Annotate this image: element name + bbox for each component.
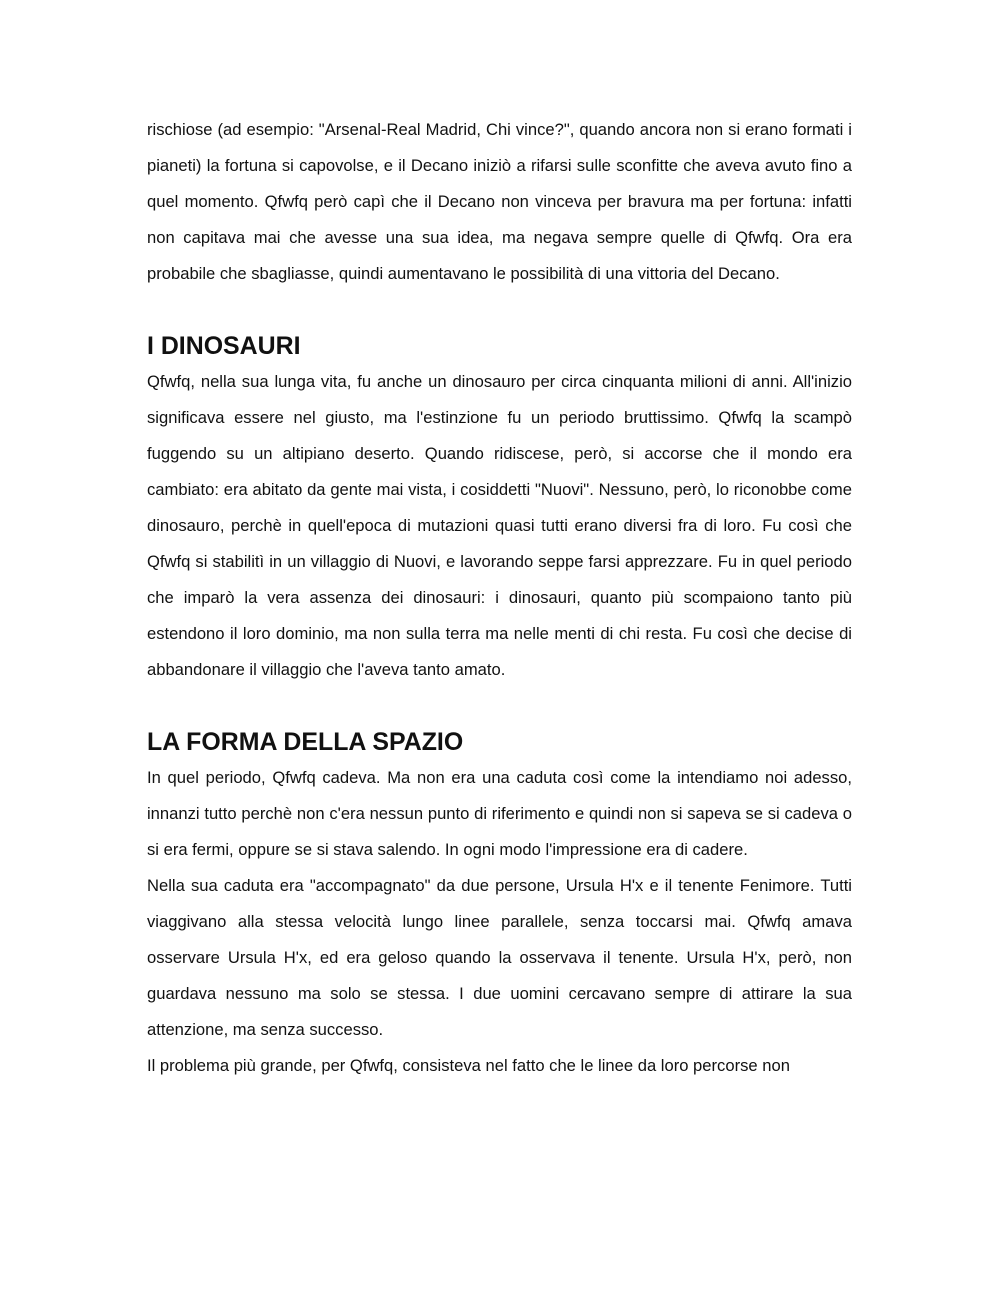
paragraph-forma-spazio-2: Nella sua caduta era "accompagnato" da due persone, Ursula H'x e il tenente Fenimore. Tutti viaggivano alla stessa velocità lungo linee parallele, senza toccarsi mai. Qfwfq amava osservare Ursula H'x, ed era geloso quando la osservava il tenente. Ursula H'x, però, non guardava nessuno ma solo se stessa. I due uomini cercavano sempre di attirare la sua attenzione, ma senza successo.	[147, 876, 852, 1039]
paragraph-dinosauri: Qfwfq, nella sua lunga vita, fu anche un dinosauro per circa cinquanta milioni di anni. All'inizio significava essere nel giusto, ma l'estinzione fu un periodo bruttissimo. Qfwfq la scampò fuggendo su un altipiano deserto. Quando ridiscese, però, si accorse che il mondo era cambiato: era abitato da gente mai vista, i cosiddetti "Nuovi". Nessuno, però, lo riconobbe come dinosauro, perchè in quell'epoca di mutazioni quasi tutti erano diversi fra di loro. Fu così che Qfwfq si stabilitì in un villaggio di Nuovi, e lavorando seppe farsi apprezzare. Fu in quel periodo che imparò la vera assenza dei dinosauri: i dinosauri, quanto più scompaiono tanto più estendono il loro dominio, ma non sulla terra ma nelle menti di chi resta. Fu così che decise di abbandonare il villaggio che l'aveva tanto amato.	[147, 372, 852, 679]
section-spacer	[147, 688, 852, 724]
section-heading-dinosauri: I DINOSAURI	[147, 332, 301, 360]
paragraph-forma-spazio-3: Il problema più grande, per Qfwfq, consisteva nel fatto che le linee da loro percorse non	[147, 1056, 790, 1075]
paragraph-intro: rischiose (ad esempio: "Arsenal-Real Madrid, Chi vince?", quando ancora non si erano formati i pianeti) la fortuna si capovolse, e il Decano iniziò a rifarsi sulle sconfitte che aveva avuto fino a quel momento. Qfwfq però capì che il Decano non vinceva per bravura ma per fortuna: infatti non capitava mai che avesse una sua idea, ma negava sempre quelle di Qfwfq. Ora era probabile che sbagliasse, quindi aumentavano le possibilità di una vittoria del Decano.	[147, 120, 852, 283]
section-heading-forma-spazio: LA FORMA DELLA SPAZIO	[147, 728, 464, 756]
paragraph-forma-spazio-1: In quel periodo, Qfwfq cadeva. Ma non era una caduta così come la intendiamo noi adesso, innanzi tutto perchè non c'era nessun punto di riferimento e quindi non si sapeva se si cadeva o si era fermi, oppure se si stava salendo. In ogni modo l'impressione era di cadere.	[147, 768, 852, 859]
section-spacer	[147, 292, 852, 328]
page-content	[147, 112, 852, 1084]
